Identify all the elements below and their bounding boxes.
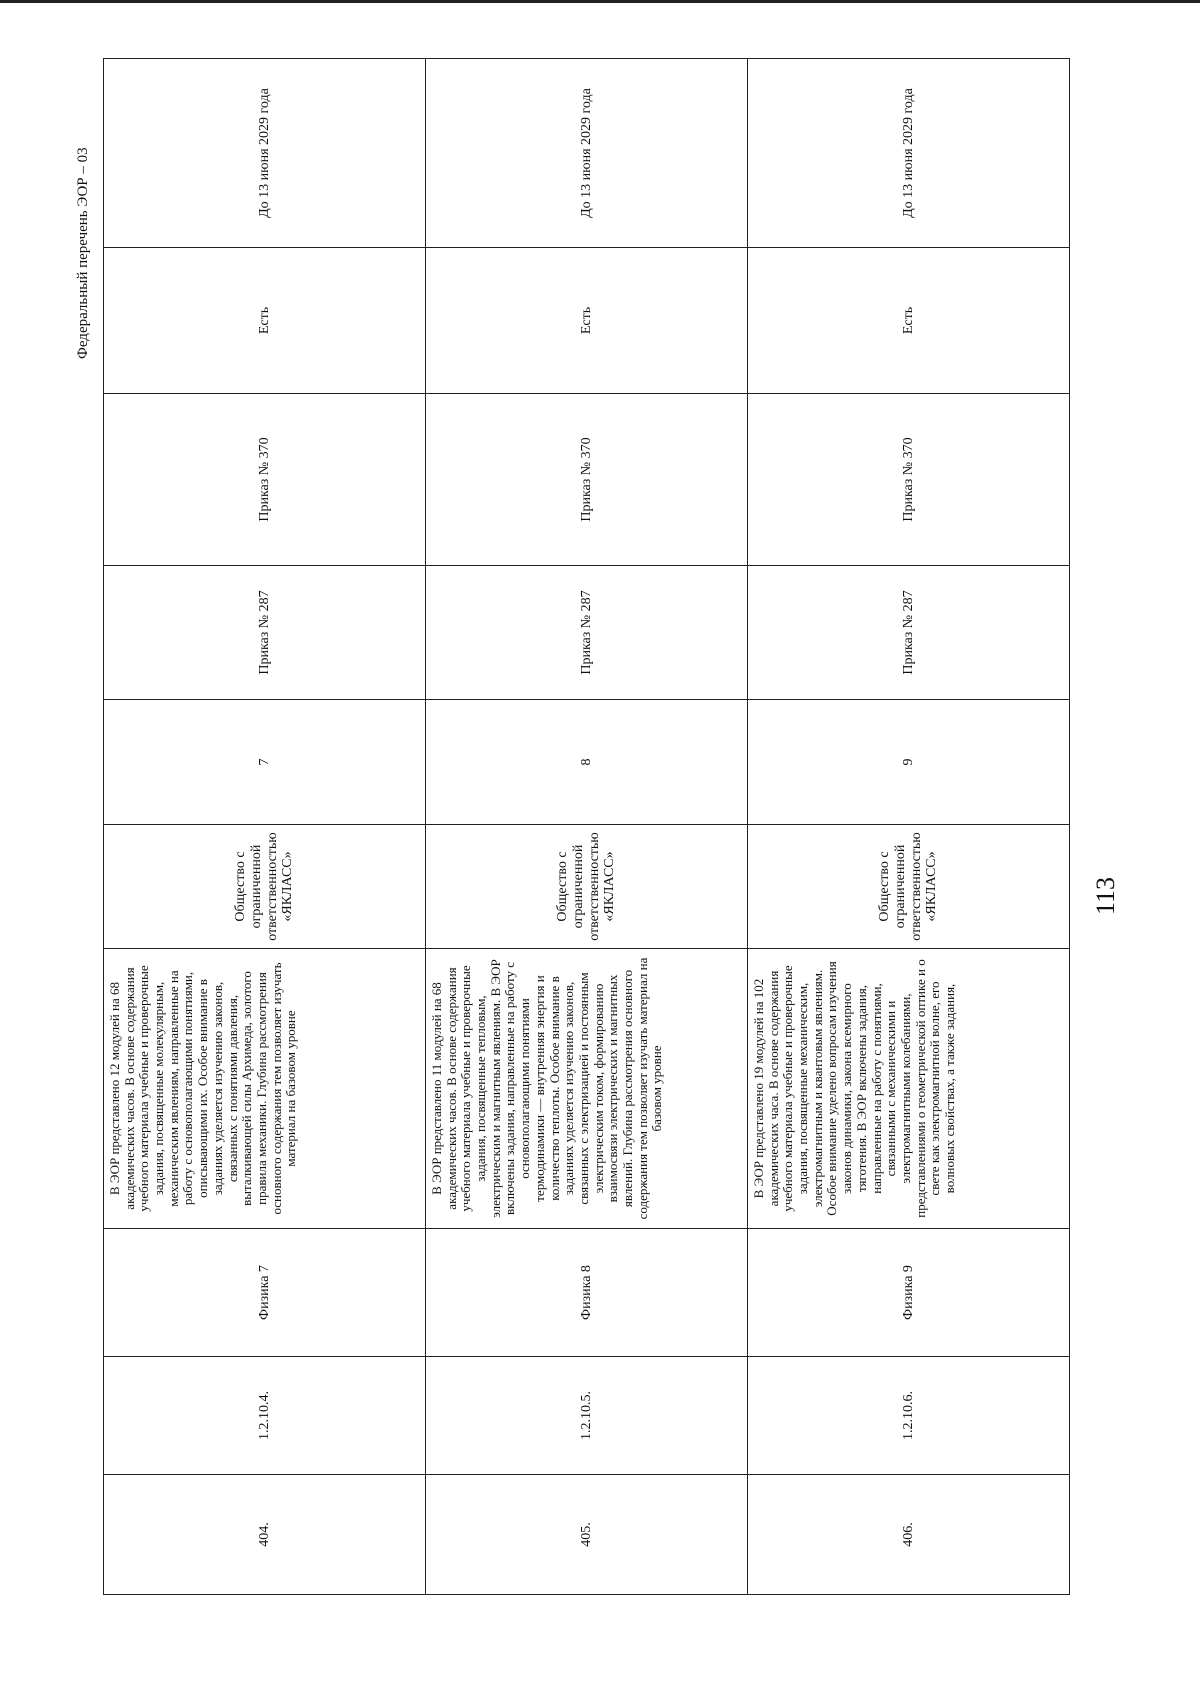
- table-row: [104, 59, 426, 1595]
- row-order-1: Приказ № 287: [104, 566, 426, 700]
- row-description: В ЭОР представлено 19 модулей на 102 академических часа. В основе содержания учебного материала учебные и проверочные задания, посвященные механическим, электромагнитным и квантовым явлениям. Особое внимание уделено вопросам изучения законов динамики, закона всемирного тяготения. В ЭОР включены задания, направленные на работу с понятиями, связанными с механическими и электромагнитными колебаниями, представлениями о геометрической оптике и о свете как электромагнитной волне, его волновых свойствах, а также задания,: [748, 949, 1070, 1229]
- row-organization: Общество с ограниченной ответственностью «ЯКЛАСС»: [426, 825, 748, 949]
- row-availability: Есть: [104, 248, 426, 394]
- row-number: 406.: [748, 1475, 1070, 1595]
- row-grade: 7: [104, 700, 426, 825]
- row-availability: Есть: [426, 248, 748, 394]
- row-order-2: Приказ № 370: [104, 394, 426, 566]
- row-code: 1.2.10.6.: [748, 1357, 1070, 1475]
- row-code: 1.2.10.5.: [426, 1357, 748, 1475]
- row-organization: Общество с ограниченной ответственностью «ЯКЛАСС»: [104, 825, 426, 949]
- page-number: 113: [1091, 876, 1120, 916]
- row-order-1: Приказ № 287: [426, 566, 748, 700]
- row-order-2: Приказ № 370: [748, 394, 1070, 566]
- row-order-2: Приказ № 370: [426, 394, 748, 566]
- table-row: [426, 59, 748, 1595]
- row-valid-until: До 13 июня 2029 года: [748, 59, 1070, 248]
- document-footer: Федеральный перечень ЭОР – 03: [75, 147, 91, 359]
- row-grade: 8: [426, 700, 748, 825]
- row-organization: Общество с ограниченной ответственностью «ЯКЛАСС»: [748, 825, 1070, 949]
- row-availability: Есть: [748, 248, 1070, 394]
- eor-register-table: [103, 58, 1070, 1595]
- table-row: [748, 59, 1070, 1595]
- row-description: В ЭОР представлено 11 модулей на 68 академических часов. В основе содержания учебного материала учебные и проверочные задания, посвященные тепловым, электрическим и магнитным явлениям. В ЭОР включены задания, направленные на работу с основополагающими понятиями термодинамики — внутренняя энергия и количество теплоты. Особое внимание в заданиях уделяется изучению законов, связанных с электризацией и постоянным электрическим током, формированию взаимосвязи электрических и магнитных явлений. Глубина рассмотрения основного содержания тем позволяет изучать материал на базовом уровне: [426, 949, 748, 1229]
- row-description: В ЭОР представлено 12 модулей на 68 академических часов. В основе содержания учебного материала учебные и проверочные задания, посвященные молекулярным, механическим явлениям, направленные на работу с основополагающими понятиями, описывающими их. Особое внимание в заданиях уделяется изучению законов, связанных с понятиями давления, выталкивающей силы Архимеда, золотого правила механики. Глубина рассмотрения основного содержания тем позволяет изучать материал на базовом уровне: [104, 949, 426, 1229]
- row-valid-until: До 13 июня 2029 года: [104, 59, 426, 248]
- row-title: Физика 7: [104, 1229, 426, 1357]
- row-order-1: Приказ № 287: [748, 566, 1070, 700]
- row-number: 404.: [104, 1475, 426, 1595]
- row-title: Физика 8: [426, 1229, 748, 1357]
- row-grade: 9: [748, 700, 1070, 825]
- row-code: 1.2.10.4.: [104, 1357, 426, 1475]
- row-valid-until: До 13 июня 2029 года: [426, 59, 748, 248]
- row-number: 405.: [426, 1475, 748, 1595]
- row-title: Физика 9: [748, 1229, 1070, 1357]
